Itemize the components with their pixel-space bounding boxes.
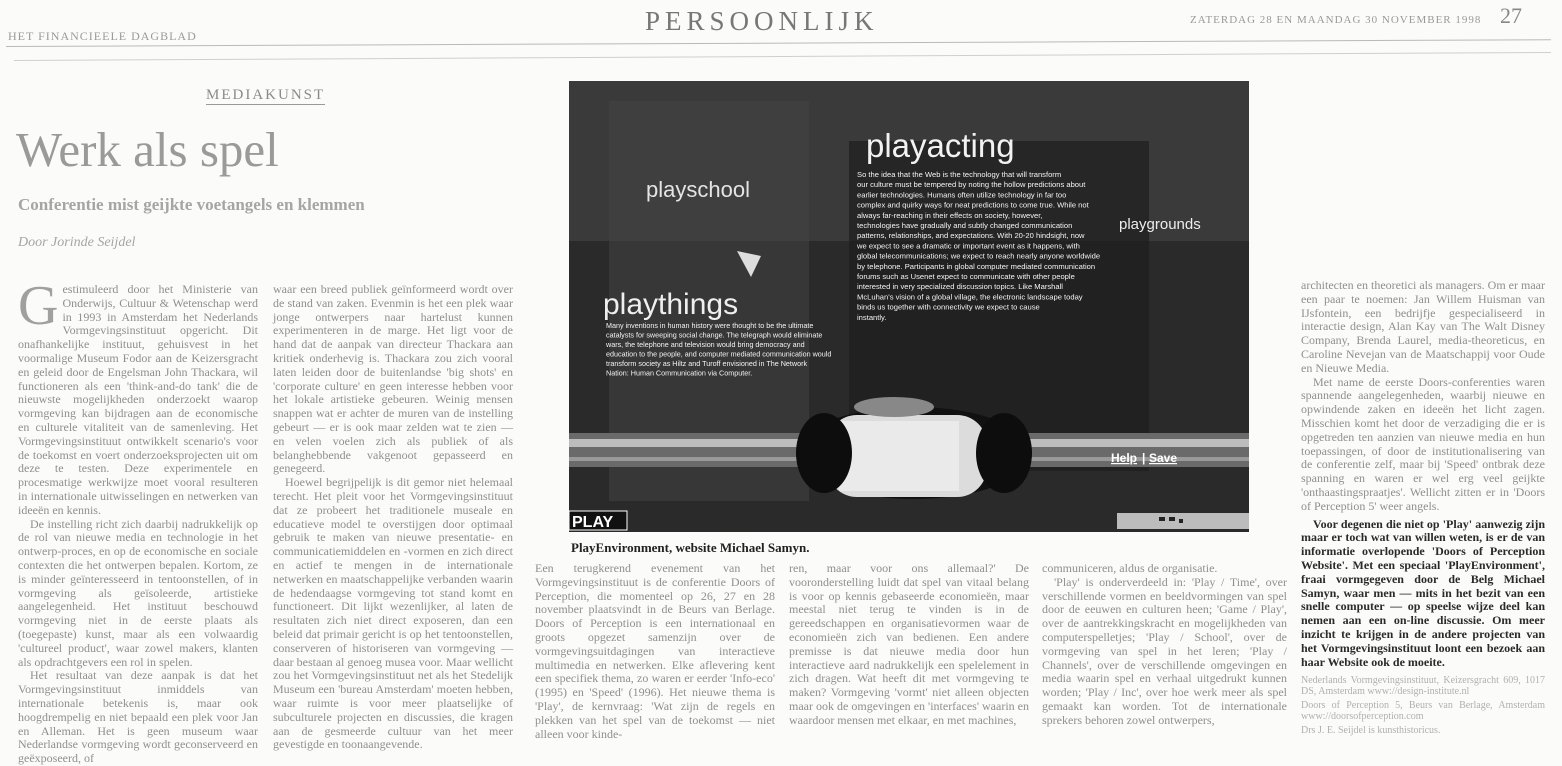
section-label: MEDIAKUNST [206, 87, 326, 103]
paragraph: architecten en theoretici als managers. Om er maar een paar te noemen: Jan Willem Huisman van IJsfontein, een bedrijfje gespecialiseerd in interactie design, Alan Kay van The Walt Disney Company, Brenda Laurel, media-theoreticus, en Caroline Nevejan van de Maatschappij voor Oude en Nieuwe Media. [1301, 278, 1545, 375]
paragraph-website-info: Voor degenen die niet op 'Play' aanwezig zijn maar er toch wat van willen weten, is er de van informatie overlopende 'Doors of Perception Website'. Met een speciaal 'PlayEnvironment', fraai vormgegeven door de Belg Michael Samyn, waar men — mits in het bezit van een snelle computer — op speelse wijze deel kan nemen aan een on-line discussie. Om meer inzicht te krijgen in de andere projecten van het Vormgevingsinstituut loont een bezoek aan haar Website ook de moeite. [1301, 516, 1545, 669]
paragraph: Met name de eerste Doors-conferenties waren spannende aangelegenheden, waarbij nieuwe en opwindende zaken en ideeën het licht zagen. Misschien komt het door de verzadiging die er is opgetreden ten aanzien van nieuwe media en hun toepassingen, of door de institutionalisering van de conferentie zelf, maar bij 'Speed' ontbrak deze spanning en waren er wel erg veel geijkte 'onthaastingspraatjes'. Wellicht zitten er in 'Doors of Perception 5' weer angels. [1301, 374, 1545, 513]
photo-text-line: our culture must be tempered by noting the hollow predictions about [857, 180, 1086, 190]
headline: Werk als spel [16, 122, 279, 177]
photo-text-line: global telecommunications; we expect to reach nearly anyone worldwide [857, 251, 1101, 261]
label-playgrounds: playgrounds [1119, 216, 1201, 233]
subheadline: Conferentie mist geijkte voetangels en klemmen [18, 195, 365, 214]
paragraph: ren, maar voor ons allemaal?' De vooronderstelling luidt dat spel van vitaal belang is voor op kennis gebaseerde economieën, maar meestal niet terug te vinden is in de gereedschappen en organisatievormen waar de economieën zich van bedienen. Een andere premisse is dat nieuwe media door hun interactieve aard nadrukkelijk een spelelement in zich dragen. Wat heeft dit met vormgeving te maken? Vormgeving 'vormt' niet alleen objecten maar ook de omgevingen en 'interfaces' waarin en waardoor mensen met elkaar, en met machines, [789, 561, 1029, 727]
photo-text-line: we expect to see a dramatic or important event as it happens, with [857, 241, 1080, 251]
photo-caption: PlayEnvironment, website Michael Samyn. [571, 540, 810, 555]
paragraph: Gestimuleerd door het Ministerie van Onderwijs, Cultuur & Wetenschap werd in 1993 in Amsterdam het Nederlands Vormgevingsinstituut opgericht. Dit onafhankelijke instituut, gehuisvest in het voormalige Museum Fodor aan de Keizersgracht en geleid door de Engelsman John Thackara, wil functioneren als een 'think-and-do tank' die de nieuwste mogelijkheden onderzoekt waarop vormgeving kan bijdragen aan de economische en culturele vitaliteit van de samenleving. Het Vormgevingsinstituut ontwikkelt scenario's voor de toekomst en voert onderzoeksprojecten uit om deze te testen. Deze experimentele en procesmatige werkwijze moet vooral resulteren in internationale uitwisselingen en netwerken van ideeën en kennis. [18, 275, 258, 517]
play-environment-screenshot [569, 81, 1249, 532]
playacting-body-text [856, 170, 1100, 322]
article-column-1 [18, 275, 258, 766]
help-save-separator: | [1142, 451, 1146, 465]
photo-text-line: earlier technologies. Humans often utilize technology in far too [857, 190, 1067, 200]
page-number: 27 [1500, 3, 1522, 28]
byline: Door Jorinde Seijdel [18, 235, 136, 250]
paragraph: Het resultaat van deze aanpak is dat het Vormgevingsinstituut inmiddels van internationale betekenis is, maar ook hoogdrempelig en niet bepaald een plek voor Jan en Alleman. Het is geen museum waar Nederlandse vormgeving wordt geconserveerd en geëxposeerd, of [18, 668, 258, 766]
article-column-2 [273, 282, 513, 752]
masthead-rule-secondary [14, 52, 1551, 61]
label-playschool: playschool [646, 177, 750, 202]
article-column-3 [535, 561, 775, 741]
label-playacting: playacting [866, 127, 1015, 164]
article-column-4 [789, 562, 1029, 730]
paragraph: waar een breed publiek geïnformeerd wordt over de stand van zaken. Evenmin is het een plek waar jonge ontwerpers naar hartelust kunnen experimenteren in de marge. Het ligt voor de hand dat de aanpak van directeur Thackara aan kritiek onderhevig is. Thackara zou zich vooral laten leiden door de buitenlandse 'big shots' en 'corporate culture' en geen interesse hebben voor het lokale artistieke gebeuren. Weinig mensen snappen wat er achter de muren van de instelling gebeurt — er is ook maar zelden wat te zien — en velen voelen zich als publiek of als belanghebbende vakgenoot gepasseerd en genegeerd. [273, 282, 513, 476]
photo-text-line: complex and quirky ways for neat predictions to come true. While not [857, 200, 1089, 210]
photo-text-line: wars, the telephone and television would bring democracy and [606, 340, 805, 349]
photo-text-line: So the idea that the Web is the technology that will transform [857, 170, 1062, 179]
play-logo: PLAY [572, 514, 614, 531]
article-column-5 [1042, 562, 1287, 730]
photo-text-line: instantly. [857, 312, 887, 322]
photo-text-line: transform society as Hiltz and Turoff envisioned in The Network [606, 359, 808, 368]
photo-text-line: by telephone. Participants in global computer mediated communication [857, 261, 1096, 271]
help-link[interactable]: Help [1111, 451, 1138, 465]
photo-play-environment [569, 81, 1249, 532]
footnote: Doors of Perception 5, Beurs van Berlage, Amsterdam www://doorsofperception.com [1301, 700, 1545, 723]
photo-text-line: always far-reaching in their effects on society, however, [857, 210, 1043, 220]
masthead-section-title: PERSOONLIJK [645, 6, 879, 36]
masthead-newspaper-name: HET FINANCIEELE DAGBLAD [8, 29, 197, 43]
paragraph: Een terugkerend evenement van het Vormgevingsinstituut is de conferentie Doors of Perception, die momenteel op 26, 27 en 28 november plaatsvindt in de Beurs van Berlage. Doors of Perception is een internationaal en groots opgezet samenzijn over de vormgevingsuitdagingen van interactieve multimedia en netwerken. Elke aflevering kent een specifiek thema, zo waren er eerder 'Info-eco' (1995) en 'Speed' (1996). Het nieuwe thema is 'Play', de kernvraag: 'Wat zijn de regels en plekken van het spel van de toekomst — niet alleen voor kinde- [535, 561, 775, 741]
masthead-date: ZATERDAG 28 EN MAANDAG 30 NOVEMBER 1998 [1190, 14, 1482, 26]
photo-text-line: technologies have gradually and subtly changed communication [857, 221, 1073, 230]
photo-text-line: binds us together with connectivity we expect to cause [857, 302, 1040, 312]
photo-text-line: forums such as Usenet expect to communicate with other people [857, 272, 1075, 281]
paragraph: Hoewel begrijpelijk is dit gemor niet helemaal terecht. Het pleit voor het Vormgevingsinstituut dat ze probeert het traditionele museale en educatieve model te overstijgen door optimaal gebruik te maken van nieuwe presentatie- en communicatiemiddelen en -vormen en zich direct en actief te mengen in de internationale netwerken en maatschappelijke verbanden waarin de hedendaagse vormgeving tot stand komt en functioneert. Dit lijkt wezenlijker, al laten de resultaten zich niet direct exposeren, dan een beleid dat primair gericht is op het tentoonstellen, conserveren of historiseren van vormgeving — daar bestaan al genoeg musea voor. Maar wellicht zou het Vormgevingsinstituut net als het Stedelijk Museum een 'bureau Amsterdam' moeten hebben, waar ruimte is voor meer plaatselijke of subculturele projecten en discussies, die kragen aan de gesmeerde cultuur van het meer gevestigde en toonaangevende. [273, 475, 513, 752]
footnote: Nederlands Vormgevingsinstituut, Keizersgracht 609, 1017 DS, Amsterdam www://design-institute.nl [1301, 675, 1545, 698]
footnote: Drs J. E. Seijdel is kunsthistoricus. [1301, 725, 1441, 737]
label-playthings: playthings [603, 288, 739, 321]
photo-text-line: catalysts for sweeping social change. The telegraph would eliminate [606, 330, 823, 340]
paragraph: communiceren, aldus de organisatie. [1042, 561, 1218, 575]
photo-text-line: Nation: Human Communication via Computer. [606, 368, 753, 378]
dropcap: G [18, 275, 59, 337]
save-link[interactable]: Save [1149, 451, 1178, 465]
masthead-rule [6, 39, 1551, 47]
photo-text-line: Many inventions in human history were thought to be the ultimate [606, 321, 814, 330]
photo-text-line: interested in very specialized discussion topics. Like Marshall [857, 282, 1063, 292]
article-column-6 [1301, 278, 1545, 737]
photo-text-line: McLuhan's vision of a global village, the electronic landscape today [857, 292, 1083, 302]
paragraph: 'Play' is onderverdeeld in: 'Play / Time', over verschillende vormen en beeldvormingen van spel door de eeuwen en culturen heen; 'Game / Play', over de aantrekkingskracht en mogelijkheden van computerspelletjes; 'Play / School', over de vormgeving van spel in het leren; 'Play / Channels', over de verschillende omgevingen en media waarin spel en verhaal uitgedrukt kunnen worden; 'Play / Inc', over hoe werk meer als spel gemaakt kan worden. Tot de internationale sprekers behoren zowel ontwerpers, [1042, 574, 1287, 727]
photo-text-line: education to the people, and computer mediated communication would [606, 349, 832, 359]
paragraph: De instelling richt zich daarbij nadrukkelijk op de rol van nieuwe media en technologie in het ontwerp-proces, en op de economische en sociale contexten die het ontwerpen bepalen. Kortom, ze is minder geïnteresseerd in tentoonstellen, of in vormgeving als geïsoleerde, artistieke aangelegenheid. Het instituut beschouwd vormgeving niet in de eerste plaats als (toegepaste) kunst, maar als een volwaardig 'cultureel product', waar zowel makers, klanten als opdrachtgevers een rol in spelen. [18, 516, 258, 669]
photo-text-line: patterns, relationships, and expectations. With 20-20 hindsight, now [857, 231, 1085, 241]
